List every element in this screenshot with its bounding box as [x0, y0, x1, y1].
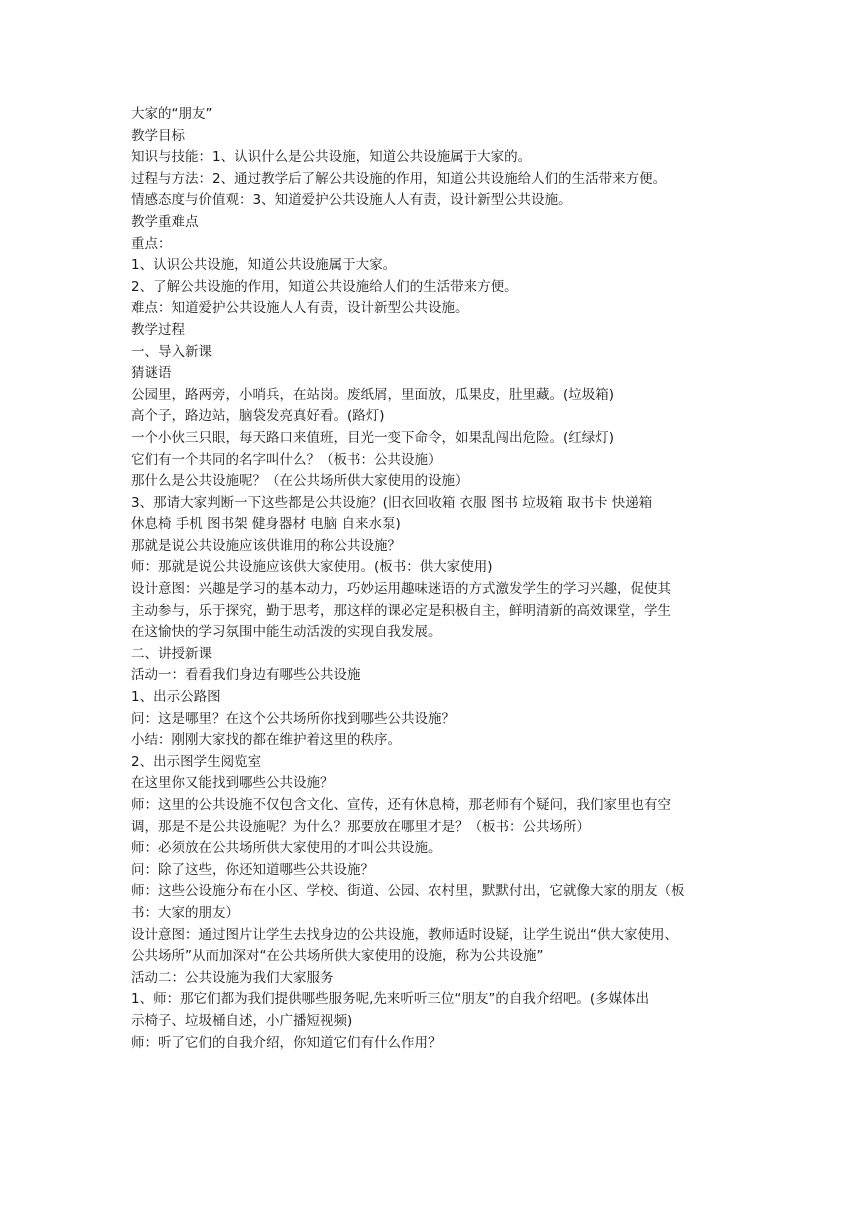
text-line: 在这里你又能找到哪些公共设施？: [131, 775, 334, 792]
text-line: 师：必须放在公共场所供大家使用的才叫公共设施。: [131, 840, 442, 857]
text-line: 猜谜语: [131, 365, 172, 382]
text-line: 那什么是公共设施呢？（在公共场所供大家使用的设施）: [131, 473, 469, 490]
text-line: 活动二：公共设施为我们大家服务: [131, 969, 334, 986]
text-line: 书：大家的朋友）: [131, 904, 239, 921]
text-line: 公园里，路两旁，小哨兵，在站岗。废纸屑，里面放，瓜果皮，肚里藏。(垃圾箱): [131, 386, 615, 403]
text-line: 教学重难点: [131, 213, 199, 230]
text-line: 2、了解公共设施的作用，知道公共设施给人们的生活带来方便。: [131, 278, 518, 295]
text-line: 问：这是哪里？在这个公共场所你找到哪些公共设施？: [131, 710, 455, 727]
text-line: 活动一：看看我们身边有哪些公共设施: [131, 667, 361, 684]
text-line: 情感态度与价值观：3、知道爱护公共设施人人有责，设计新型公共设施。: [131, 192, 572, 209]
text-line: 问：除了这些，你还知道哪些公共设施？: [131, 861, 374, 878]
text-line: 1、认识公共设施，知道公共设施属于大家。: [131, 257, 397, 274]
text-line: 小结：刚刚大家找的都在维护着这里的秩序。: [131, 732, 401, 749]
text-line: 知识与技能：1、认识什么是公共设施，知道公共设施属于大家的。: [131, 149, 532, 166]
text-line: 高个子，路边站，脑袋发亮真好看。(路灯): [131, 408, 385, 425]
text-line: 它们有一个共同的名字叫什么？（板书：公共设施）: [131, 451, 442, 468]
text-line: 休息椅 手机 图书架 健身器材 电脑 自来水泵): [131, 516, 401, 533]
text-line: 过程与方法：2、通过教学后了解公共设施的作用，知道公共设施给人们的生活带来方便。: [131, 170, 667, 187]
text-line: 示椅子、垃圾桶自述，小广播短视频): [131, 1012, 353, 1029]
text-line: 教学目标: [131, 127, 185, 144]
text-line: 师：这些公设施分布在小区、学校、街道、公园、农村里，默默付出，它就像大家的朋友（板: [131, 883, 685, 900]
text-line: 师：听了它们的自我介绍，你知道它们有什么作用？: [131, 1034, 442, 1051]
text-line: 1、师：那它们都为我们提供哪些服务呢,先来听听三位“朋友”的自我介绍吧。(多媒体出: [131, 991, 650, 1008]
text-line: 重点：: [131, 235, 172, 252]
text-line: 主动参与，乐于探究，勤于思考，那这样的课必定是积极自主，鲜明清新的高效课堂，学生: [131, 602, 671, 619]
text-line: 教学过程: [131, 321, 185, 338]
text-line: 2、出示图学生阅览室: [131, 753, 262, 770]
document-title: 大家的“朋友”: [131, 106, 213, 122]
text-line: 调，那是不是公共设施呢？为什么？那要放在哪里才是？（板书：公共场所）: [131, 818, 590, 835]
document-body: [131, 104, 731, 1054]
text-line: 3、那请大家判断一下这些都是公共设施？(旧衣回收箱 衣服 图书 垃圾箱 取书卡 快递箱: [131, 494, 653, 511]
text-line: 公共场所”从而加深对“在公共场所供大家使用的设施，称为公共设施”: [131, 948, 544, 965]
text-line: 那就是说公共设施应该供谁用的称公共设施？: [131, 537, 401, 554]
text-line: 一、导入新课: [131, 343, 212, 360]
text-line: 1、出示公路图: [131, 689, 221, 706]
text-line: 师：这里的公共设施不仅包含文化、宣传，还有休息椅，那老师有个疑问，我们家里也有空: [131, 797, 671, 813]
text-line: 二、讲授新课: [131, 645, 212, 662]
text-line: 难点：知道爱护公共设施人人有责，设计新型公共设施。: [131, 300, 469, 317]
text-line: 在这愉快的学习氛围中能生动活泼的实现自我发展。: [131, 624, 442, 641]
text-line: 设计意图：通过图片让学生去找身边的公共设施，教师适时设疑，让学生说出“供大家使用、: [131, 926, 678, 943]
text-line: 师：那就是说公共设施应该供大家使用。(板书：供大家使用): [131, 559, 493, 576]
text-line: 一个小伙三只眼，每天路口来值班，目光一变下命令，如果乱闯出危险。(红绿灯): [131, 429, 615, 446]
text-line: 设计意图：兴趣是学习的基本动力，巧妙运用趣味迷语的方式激发学生的学习兴趣，促使其: [131, 581, 671, 598]
